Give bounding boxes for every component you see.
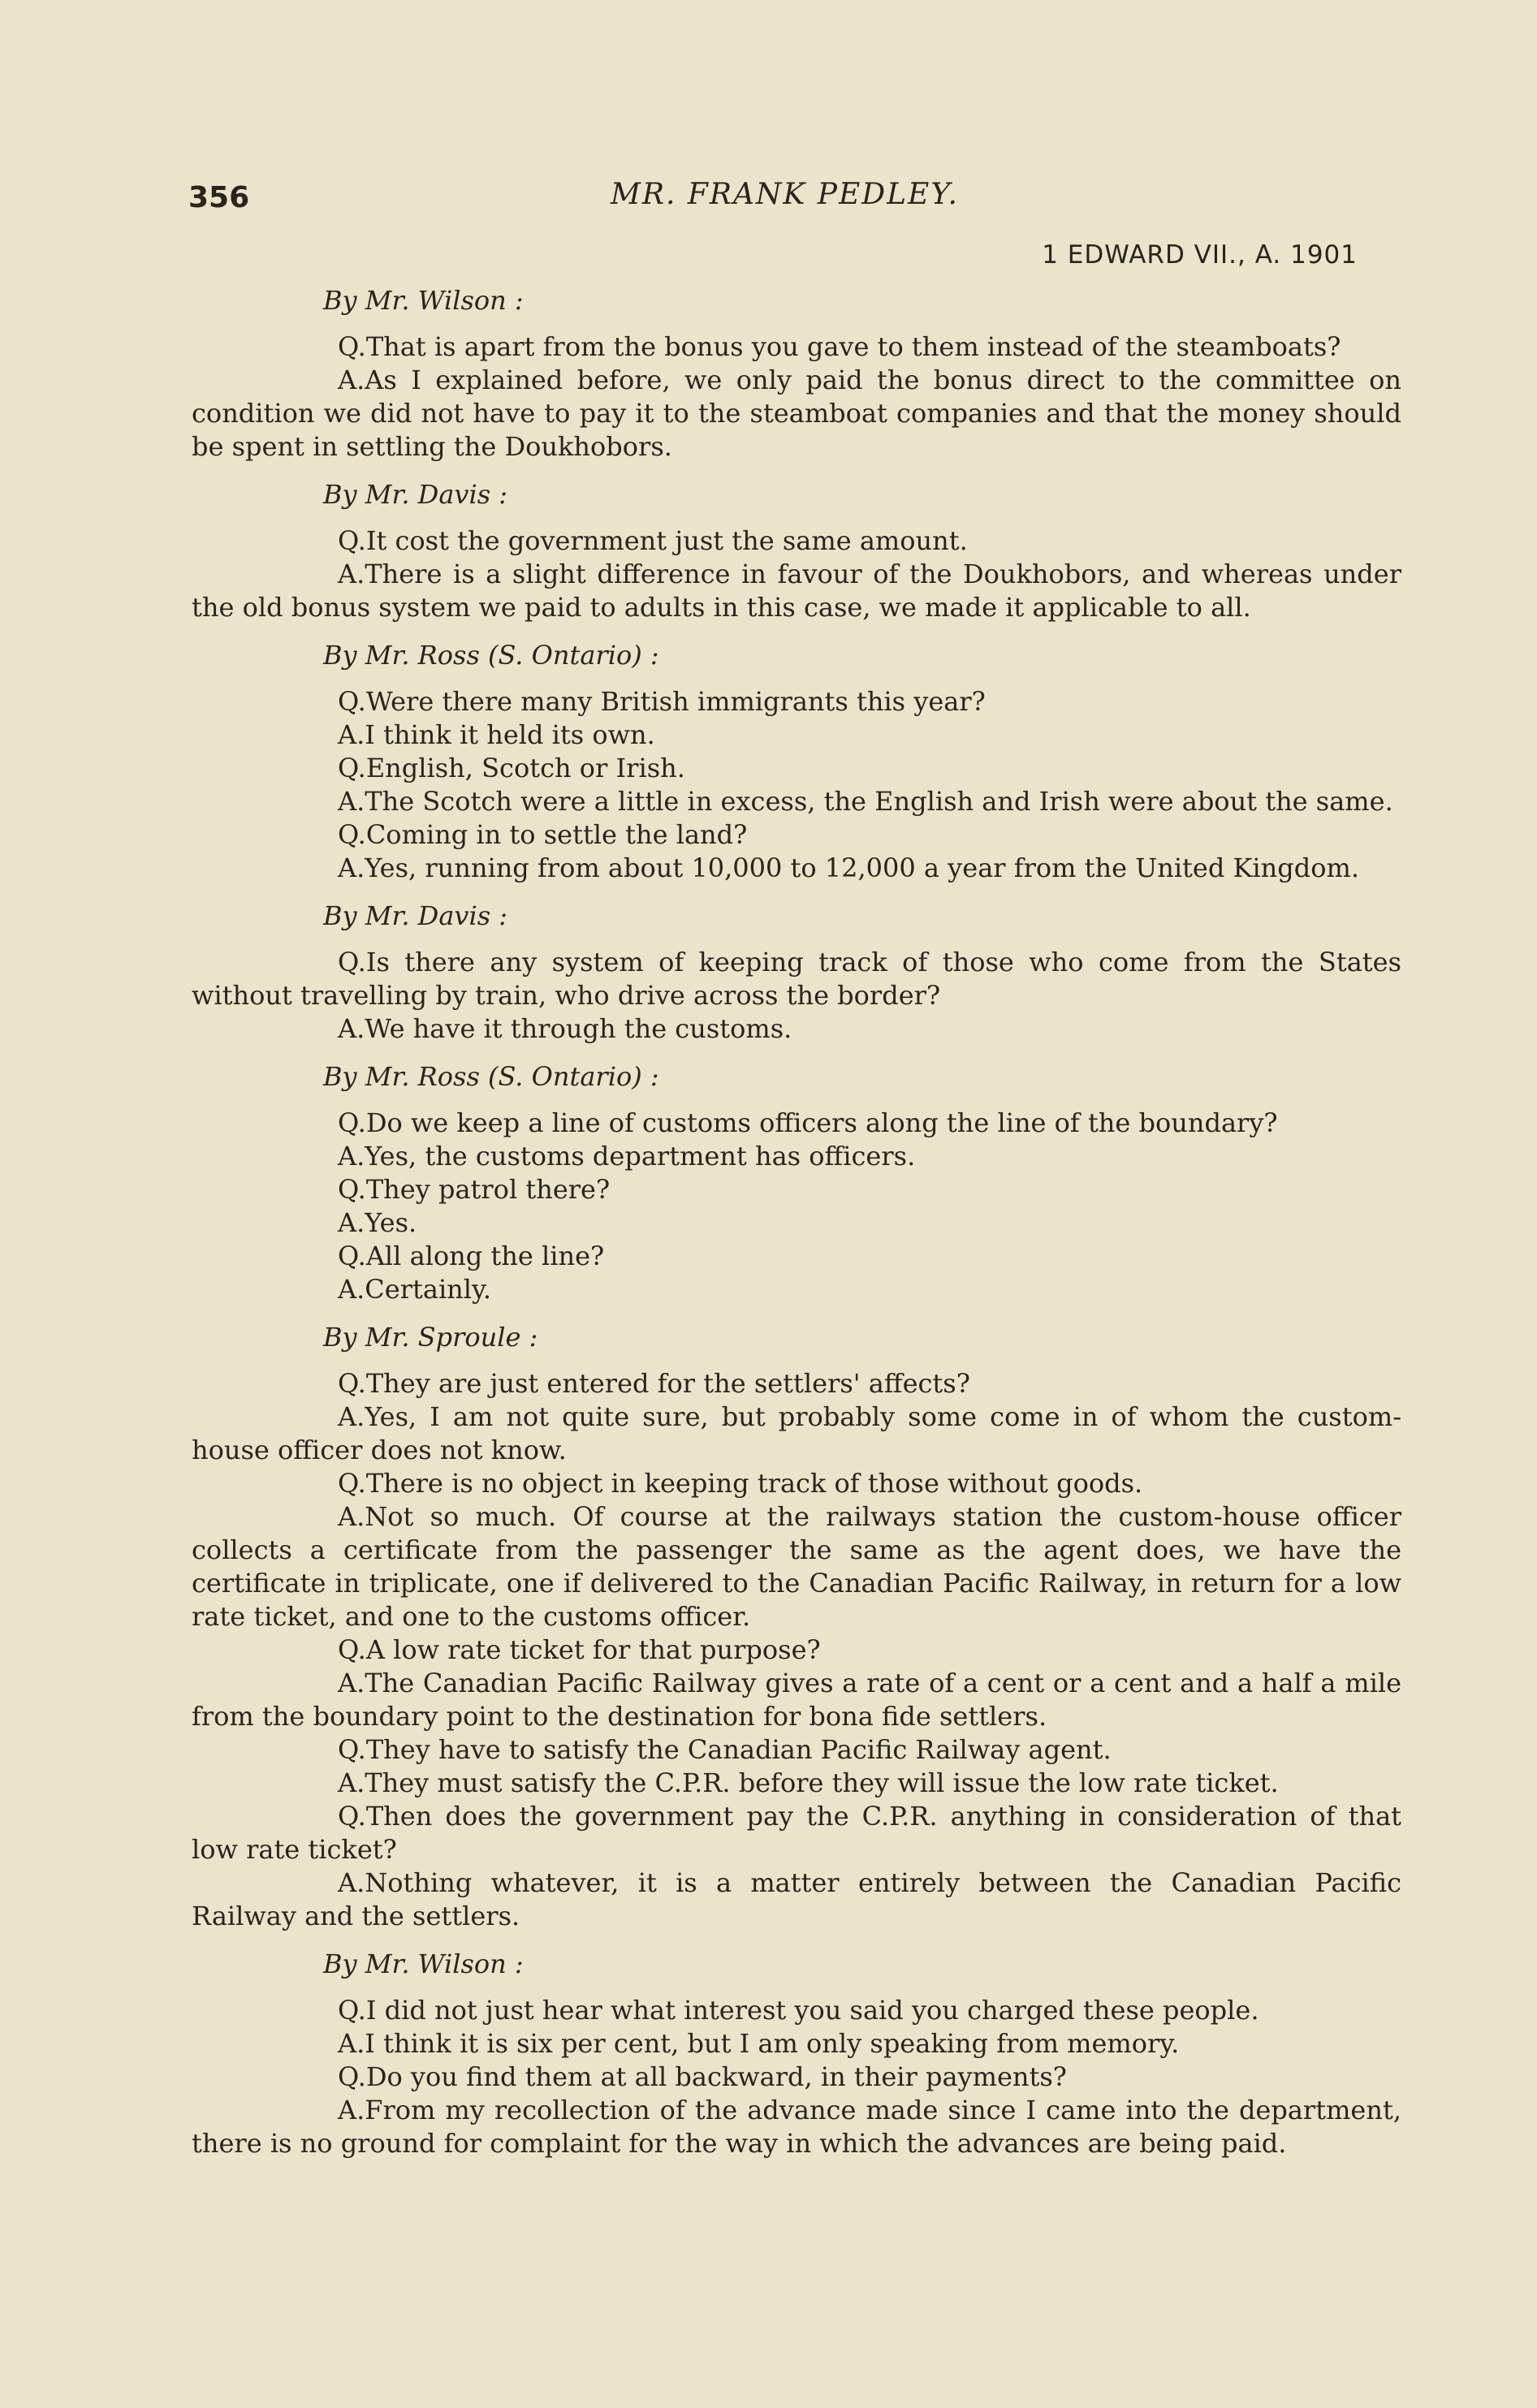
page-number: 356 <box>188 181 250 214</box>
question <box>192 2061 1401 2094</box>
testimony-section <box>192 1948 1401 2160</box>
qa-text: They have to satisfy the Canadian Pacific Railway agent. <box>365 1734 1112 1765</box>
question <box>192 818 1401 852</box>
qa-text: From my recollection of the advance made since I came into the department, there is no ground for complaint for the way in which the advances are being paid. <box>192 2095 1401 2159</box>
answer <box>192 852 1401 885</box>
qa-marker: A. <box>338 1274 365 1305</box>
qa-marker: Q. <box>338 1241 366 1271</box>
question <box>192 524 1401 558</box>
qa-marker: Q. <box>338 1368 366 1399</box>
qa-marker: A. <box>338 1867 365 1898</box>
qa-text: There is a slight difference in favour of the Doukhobors, and whereas under the old bonus system we paid to adults in this case, we made it applicable to all. <box>192 559 1401 623</box>
qa-text: English, Scotch or Irish. <box>365 753 685 783</box>
question <box>192 1107 1401 1140</box>
qa-text: Yes. <box>365 1207 417 1238</box>
answer <box>192 558 1401 624</box>
answer <box>192 1767 1401 1800</box>
qa-text: I think it held its own. <box>365 719 655 750</box>
qa-text: The Scotch were a little in excess, the English and Irish were about the same. <box>365 786 1393 817</box>
answer <box>192 1140 1401 1173</box>
qa-marker: A. <box>338 1013 365 1044</box>
answer <box>192 785 1401 818</box>
speaker-heading: By Mr. Sproule : <box>323 1322 538 1353</box>
answer <box>192 2094 1401 2160</box>
answer <box>192 1866 1401 1933</box>
qa-marker: Q. <box>338 1801 366 1832</box>
qa-marker: A. <box>338 1207 365 1238</box>
session-label: 1 EDWARD VII., A. 1901 <box>1042 240 1358 270</box>
qa-marker: Q. <box>338 1634 366 1665</box>
testimony-section <box>192 900 1401 1046</box>
testimony-section <box>192 1321 1401 1933</box>
qa-marker: A. <box>338 1767 365 1798</box>
qa-text: There is no object in keeping track of those without goods. <box>365 1468 1143 1499</box>
qa-marker: Q. <box>338 947 366 977</box>
qa-text: Yes, I am not quite sure, but probably some come in of whom the custom-house officer does not know. <box>192 1401 1401 1465</box>
answer <box>192 1012 1401 1046</box>
speaker-heading: By Mr. Wilson : <box>323 285 524 316</box>
speaker-heading: By Mr. Ross (S. Ontario) : <box>323 640 659 671</box>
qa-marker: A. <box>338 1401 365 1432</box>
qa-marker: A. <box>338 786 365 817</box>
answer <box>192 2027 1401 2061</box>
question <box>192 1173 1401 1206</box>
qa-text: Is there any system of keeping track of those who come from the States without travelling by train, who drive across the border? <box>192 947 1401 1011</box>
answer <box>192 1273 1401 1306</box>
qa-marker: Q. <box>338 331 366 362</box>
qa-text: Nothing whatever, it is a matter entirely between the Canadian Pacific Railway and the settlers. <box>192 1867 1401 1931</box>
qa-marker: A. <box>338 1141 365 1172</box>
qa-text: Do you find them at all backward, in their payments? <box>365 2061 1067 2092</box>
qa-marker: A. <box>338 719 365 750</box>
answer <box>192 364 1401 464</box>
qa-marker: Q. <box>338 1468 366 1499</box>
qa-marker: A. <box>338 1668 365 1698</box>
question <box>192 330 1401 364</box>
qa-marker: Q. <box>338 1174 366 1205</box>
answer <box>192 1400 1401 1467</box>
qa-text: That is apart from the bonus you gave to them instead of the steamboats? <box>365 331 1341 362</box>
qa-marker: A. <box>338 852 365 883</box>
qa-marker: Q. <box>338 525 366 556</box>
question <box>192 1800 1401 1866</box>
qa-marker: Q. <box>338 1107 366 1138</box>
qa-marker: Q. <box>338 1734 366 1765</box>
qa-text: Do we keep a line of customs officers along the line of the boundary? <box>365 1107 1278 1138</box>
qa-marker: A. <box>338 1501 365 1532</box>
qa-text: It cost the government just the same amount. <box>365 525 968 556</box>
question <box>192 1240 1401 1273</box>
qa-marker: Q. <box>338 753 366 783</box>
question <box>192 752 1401 785</box>
qa-text: A low rate ticket for that purpose? <box>365 1634 821 1665</box>
qa-text: I did not just hear what interest you said you charged these people. <box>365 1995 1259 2026</box>
question <box>192 685 1401 719</box>
qa-marker: Q. <box>338 819 366 850</box>
answer <box>192 1667 1401 1733</box>
qa-marker: A. <box>338 2028 365 2059</box>
speaker-heading: By Mr. Davis : <box>323 900 508 931</box>
question <box>192 1467 1401 1500</box>
qa-marker: Q. <box>338 1995 366 2026</box>
qa-text: Then does the government pay the C.P.R. anything in consideration of that low rate ticket? <box>192 1801 1401 1865</box>
speaker-heading: By Mr. Davis : <box>323 479 508 510</box>
qa-text: They must satisfy the C.P.R. before they will issue the low rate ticket. <box>365 1767 1279 1798</box>
question <box>192 1994 1401 2027</box>
question <box>192 1367 1401 1400</box>
speaker-heading: By Mr. Ross (S. Ontario) : <box>323 1061 659 1092</box>
qa-text: Not so much. Of course at the railways station the custom-house officer collects a certificate from the passenger the same as the agent does, we have the certificate in triplicate, one if delivered to the Canadian Pacific Railway, in return for a low rate ticket, and one to the customs officer. <box>192 1501 1401 1632</box>
testimony-section <box>192 639 1401 885</box>
qa-marker: Q. <box>338 2061 366 2092</box>
answer <box>192 1206 1401 1240</box>
qa-marker: A. <box>338 559 365 589</box>
qa-text: We have it through the customs. <box>365 1013 792 1044</box>
qa-marker: Q. <box>338 686 366 717</box>
qa-text: Certainly. <box>365 1274 492 1305</box>
question <box>192 1633 1401 1667</box>
answer <box>192 719 1401 752</box>
qa-marker: A. <box>338 365 365 395</box>
qa-text: All along the line? <box>365 1241 605 1271</box>
qa-text: As I explained before, we only paid the bonus direct to the committee on condition we did not have to pay it to the steamboat companies and that the money should be spent in settling the Doukhobors. <box>192 365 1401 462</box>
answer <box>192 1500 1401 1633</box>
testimony-body <box>192 284 1401 2160</box>
qa-text: Coming in to settle the land? <box>365 819 748 850</box>
testimony-section <box>192 1060 1401 1306</box>
testimony-section <box>192 284 1401 464</box>
qa-text: They are just entered for the settlers' affects? <box>365 1368 970 1399</box>
qa-marker: A. <box>338 2095 365 2125</box>
qa-text: The Canadian Pacific Railway gives a rate of a cent or a cent and a half a mile from the boundary point to the destination for bona fide settlers. <box>192 1668 1401 1732</box>
qa-text: Were there many British immigrants this year? <box>365 686 986 717</box>
speaker-heading: By Mr. Wilson : <box>323 1948 524 1979</box>
question <box>192 1733 1401 1767</box>
question <box>192 946 1401 1012</box>
qa-text: I think it is six per cent, but I am only speaking from memory. <box>365 2028 1180 2059</box>
qa-text: They patrol there? <box>365 1174 611 1205</box>
qa-text: Yes, running from about 10,000 to 12,000 a year from the United Kingdom. <box>365 852 1359 883</box>
testimony-section <box>192 478 1401 624</box>
page-header <box>188 175 1358 223</box>
running-title: MR. FRANK PEDLEY. <box>611 178 959 211</box>
qa-text: Yes, the customs department has officers. <box>365 1141 916 1172</box>
